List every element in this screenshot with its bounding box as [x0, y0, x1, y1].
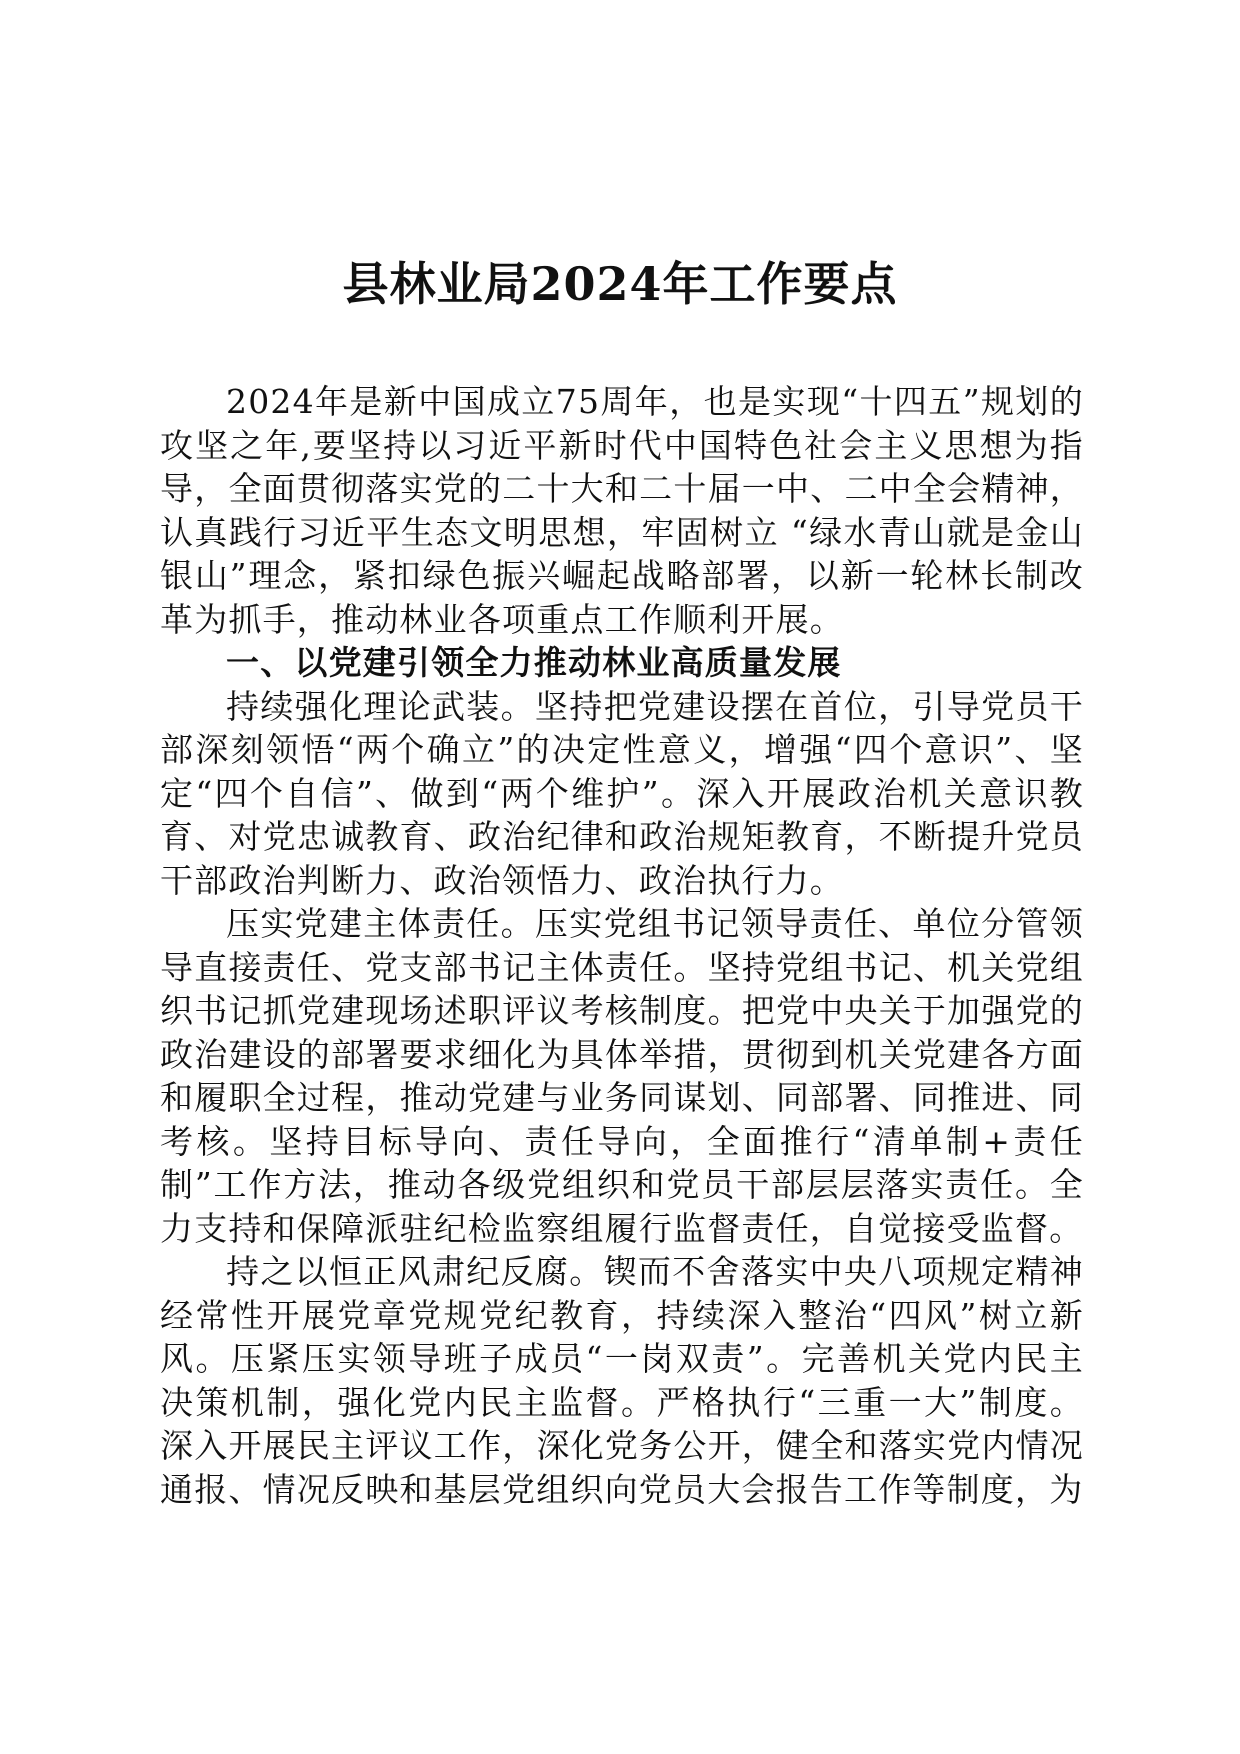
intro-paragraph: 2024年是新中国成立75周年，也是实现“十四五”规划的攻坚之年,要坚持以习近平新时代中国特色社会主义思想为指导，全面贯彻落实党的二十大和二十届一中、二中全会精神，认真践行习近平生态文明思想，牢固树立 “绿水青山就是金山银山”理念，紧扣绿色振兴崛起战略部署，以新一轮林长制改革为抓手，推动林业各项重点工作顺利开展。 — [160, 382, 1084, 639]
paragraph-theory: 持续强化理论武装。坚持把党建设摆在首位，引导党员干部深刻领悟“两个确立”的决定性意义，增强“四个意识”、坚定“四个自信”、做到“两个维护”。深入开展政治机关意识教育、对党忠诚教育、政治纪律和政治规矩教育，不断提升党员干部政治判断力、政治领悟力、政治执行力。 — [160, 686, 1084, 900]
document-body — [160, 380, 1084, 1511]
section-heading: 一、以党建引领全力推动林业高质量发展 — [226, 643, 842, 682]
paragraph-discipline: 持之以恒正风肃纪反腐。锲而不舍落实中央八项规定精神经常性开展党章党规党纪教育，持续深入整治“四风”树立新风。压紧压实领导班子成员“一岗双责”。完善机关党内民主决策机制，强化党内民主监督。严格执行“三重一大”制度。深入开展民主评议工作，深化党务公开，健全和落实党内情况通报、情况反映和基层党组织向党员大会报告工作等制度，为 — [160, 1252, 1084, 1509]
document-title: 县林业局2024年工作要点 — [342, 257, 898, 311]
paragraph-responsibility: 压实党建主体责任。压实党组书记领导责任、单位分管领导直接责任、党支部书记主体责任。坚持党组书记、机关党组织书记抓党建现场述职评议考核制度。把党中央关于加强党的政治建设的部署要求细化为具体举措，贯彻到机关党建各方面和履职全过程，推动党建与业务同谋划、同部署、同推进、同考核。坚持目标导向、责任导向，全面推行“清单制+责任制”工作方法，推动各级党组织和党员干部层层落实责任。全力支持和保障派驻纪检监察组履行监督责任，自觉接受监督。 — [160, 904, 1084, 1248]
